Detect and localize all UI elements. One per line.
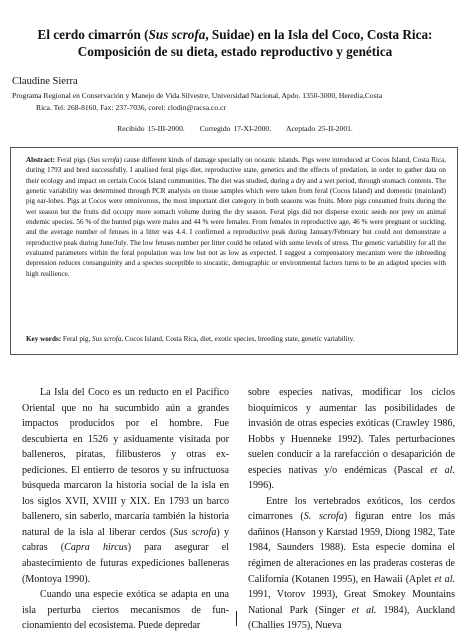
keywords-species: Sus scrofa: [92, 335, 122, 343]
article-dates: [0, 124, 470, 133]
et-al: et al.: [434, 573, 455, 585]
keywords-text-1: Feral pig,: [61, 335, 93, 343]
author-affiliation: [12, 90, 460, 113]
keywords-text-2: , Cocos Island, Costa Rica, diet, exotic species, breeding state, genetic variability.: [121, 335, 355, 343]
body-text: 1984), Auckland (Challies 1975), Nueva: [248, 604, 456, 632]
abstract-label: Abstract:: [26, 156, 55, 164]
title-subtitle: Composición de su dieta, estado reproductivo y genética: [77, 44, 393, 59]
date-accepted: Aceptado 25-II-2001.: [286, 124, 353, 133]
affiliation-line-1: Programa Regional en Conservación y Manejo de Vida Silvestre, Universidad Nacional, Apdo. 1350-3000, Heredia,Costa: [12, 91, 383, 100]
species-name: Sus scrofa: [173, 526, 217, 538]
date-corrected: Corregido 17-XI-2000.: [199, 124, 272, 133]
title-text-start: El cerdo cimarrón (: [37, 27, 149, 42]
body-paragraph: Cuando una especie exótica se adapta en una isla perturba ciertos mecanismos de funcionamiento del ecosistema. Puede depredar: [22, 589, 229, 632]
species-name: S. scrofa: [303, 511, 344, 523]
et-al: et al.: [351, 604, 377, 616]
body-text: ) figuran entre los más dañinos (Hanson y Karstad 1959, Diong 1982, Tate 1984, Saunders 1988). Esta especie domina el régimen de alteraciones en las praderas costeras de California (Kotanen 1995), en Hawaii (Aplet: [248, 511, 455, 585]
abstract-species: Sus scrofa: [89, 156, 120, 164]
body-paragraph: [248, 494, 455, 634]
body-text: sobre especies nativas, modificar los ciclos bioquímicos y aumentar las posibilidades de invasión de otras especies exóticas (Crawley 1986, Hobbs y Huenneke 1992). Tales perturbaciones suelen conducir a la rarefacción o desaparición de especies nativas y/o endémicas (Pascal: [248, 387, 455, 476]
affiliation-line-2: Rica. Tel: 268-8160, Fax: 237-7036, corel: clodin@racsa.co.cr: [36, 102, 226, 112]
body-text: ) para asegurar el abastecimiento de futuras expediciones balleneras (Montoya 1990).: [22, 542, 230, 585]
date-received: Recibido 15-III-2000.: [117, 124, 185, 133]
body-text: Entre los vertebrados exóticos, los cerdos cimarrones (: [248, 495, 455, 523]
title-text-end: , Suidae) en la Isla del Coco, Costa Rica:: [205, 27, 433, 42]
keywords-label: Key words:: [26, 335, 62, 343]
body-paragraph: [22, 385, 229, 587]
abstract-text-2: ) cause different kinds of damage specially on oceanic islands. Pigs were introduced at Cocos Island, Costa Rica, during 1793 and bred successfully. I analised feral pigs diet, reproductive state, genetics and the effects of predation, in order to gather data on their ecology and impact on certain Cocos Island communities. The diet was studied, during a dry and a wet period, through stomach contents. The genetic variability was determined through PCR analysis on tissue samples which were taken from feral (Cocos Island) and domestic (mainland) pig ear-lobes. Pigs at Cocos were omnivorous, the most important diet category in both seasons was fruits. More pigs consumed fruits during the wet season but the fruits did occupy more somach volume during the dry season. Feral pigs did not disperse exotic seeds nor prey on animal endemic species. 56 % of the hunted pigs were males and 44 % were females. From females in reproductive age, 46 % were pregnant or suckling, and the average number of fetuses in a litter was 4.4. I confirmed a reproductive peak during January/February but could not demonstrate a reproductive peak during June/July. The low fetuses number per litter could be related with some levels of stress. The genetic variability for all the evaluated parameters within the feral population was low but not as low as expected. I suggest a compensatory mecanism were the inbreeding depression reduces consanguinity and a species suceptible to stocastic, demographic or environmental factors turns to be an adapted species with high resilience.: [26, 156, 447, 278]
body-text: 1991, Vtorov 1993), Great Smokey Mountains National Park (Singer: [248, 589, 455, 616]
et-al: et al.: [430, 464, 455, 476]
body-text: ) y cabras (: [22, 526, 229, 554]
body-column-right: [248, 385, 455, 634]
abstract: [26, 155, 446, 279]
author-name: Claudine Sierra: [12, 76, 78, 87]
body-text: La Isla del Coco es un reducto en el Pacífico Oriental que no ha sucumbido aún a grandes impactos producidos por el hombre. Fue descubierta en 1526 y asiduamente visitada por balleneros, piratas, filibusteros y otras expediciones. El entierro de tesoros y su infructuosa búsqueda marcaron la historia social de la isla en los siglos XVII, XVIII y XIX. En 1793 un barco ballenero, sin saberlo, marcaría también la historia natural de la isla al liberar cerdos (: [22, 387, 229, 538]
body-column-left: [22, 385, 229, 634]
page-fold-mark: [236, 611, 237, 626]
body-paragraph: [248, 385, 455, 494]
abstract-text-1: Feral pigs (: [54, 156, 90, 164]
title-species-name: Sus scrofa: [148, 27, 206, 42]
species-name: Capra hircus: [64, 542, 128, 554]
body-text: 1996).: [248, 480, 274, 492]
keywords: [26, 334, 446, 344]
article-title: [10, 26, 460, 60]
